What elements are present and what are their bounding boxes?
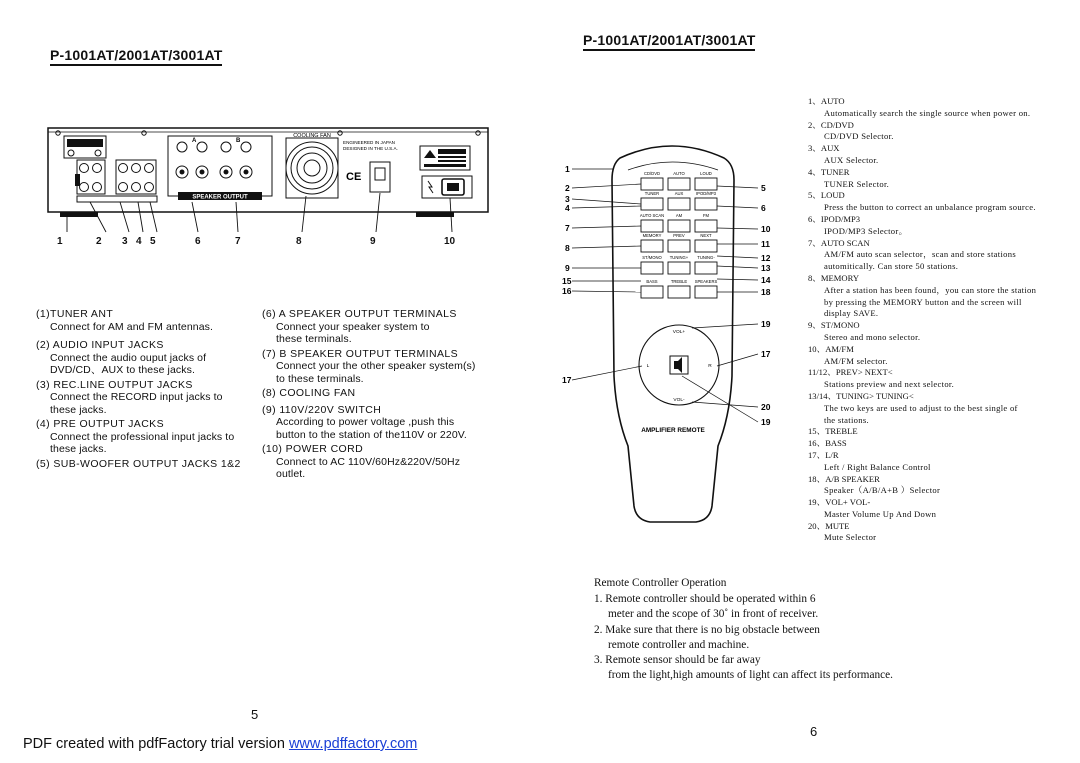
spec-item <box>262 443 487 481</box>
remote-operation-line: 1. Remote controller should be operated within 6 <box>594 593 816 606</box>
function-heading: 9、ST/MONO <box>808 320 860 331</box>
function-heading: 4、TUNER <box>808 166 850 177</box>
terminal-a-label: A <box>192 138 197 144</box>
callout-9: 9 <box>370 236 376 247</box>
btn-label-speakers: SPEAKERS <box>694 279 718 284</box>
spec-item <box>36 418 251 456</box>
spec-heading: (8) COOLING FAN <box>262 387 356 399</box>
function-item <box>808 474 1076 498</box>
function-heading: 20、MUTE <box>808 520 850 531</box>
spec-heading: (6) A SPEAKER OUTPUT TERMINALS <box>262 308 457 320</box>
remote-callout-7: 7 <box>565 223 570 233</box>
function-item <box>808 497 1076 521</box>
function-heading: 19、VOL+ VOL- <box>808 497 871 508</box>
remote-operation-title: Remote Controller Operation <box>594 577 727 589</box>
footer-text: PDF created with pdfFactory trial version <box>23 736 289 752</box>
remote-callout-19-bottom: 19 <box>761 417 771 427</box>
remote-callout-5: 5 <box>761 183 766 193</box>
remote-callout-17-right: 17 <box>761 349 771 359</box>
callout-10: 10 <box>444 236 456 247</box>
remote-callout-19-top: 19 <box>761 319 771 329</box>
spec-item <box>36 379 251 417</box>
callout-4: 4 <box>136 236 142 247</box>
function-heading: 1、AUTO <box>808 96 845 106</box>
function-heading: 13/14、TUNING> TUNING< <box>808 390 914 401</box>
function-heading: 3、AUX <box>808 143 840 154</box>
spec-item <box>36 339 251 377</box>
remote-function-list <box>808 96 1076 544</box>
function-item <box>808 238 1076 273</box>
function-description: automitically. Can store 50 stations. <box>824 261 959 272</box>
remote-callout-1: 1 <box>565 164 570 174</box>
function-item <box>808 273 1076 320</box>
spec-description: Connect the RECORD input jacks to these jacks. <box>50 391 223 416</box>
btn-label-tuning-down: TUNING- <box>697 255 715 260</box>
remote-callout-11: 11 <box>761 239 770 249</box>
spec-description: Connect to AC 110V/60Hz&220V/50Hz outlet. <box>276 455 461 480</box>
callout-5: 5 <box>150 236 156 247</box>
function-item <box>808 96 1076 120</box>
function-item <box>808 438 1076 450</box>
function-item <box>808 391 1076 426</box>
btn-label-tuner: TUNER <box>644 191 660 196</box>
specs-right-column <box>262 308 487 483</box>
remote-callout-13: 13 <box>761 263 771 273</box>
spec-item <box>262 404 487 442</box>
function-description: Stereo and mono selector. <box>824 331 921 342</box>
page-number-left: 5 <box>251 707 259 722</box>
function-item <box>808 344 1076 368</box>
vol-down-label: VOL- <box>673 398 685 403</box>
remote-callout-18: 18 <box>761 287 771 297</box>
function-heading: 16、BASS <box>808 438 847 449</box>
function-description: AUX Selector. <box>824 154 879 165</box>
remote-callout-8: 8 <box>565 243 570 253</box>
callout-3: 3 <box>122 236 128 247</box>
function-item <box>808 214 1076 238</box>
right-label: R <box>708 364 712 369</box>
spec-description: Connect the professional input jacks to these jacks. <box>50 430 235 455</box>
remote-callout-6: 6 <box>761 203 766 213</box>
remote-callout-14: 14 <box>761 275 771 285</box>
callout-2: 2 <box>96 236 102 247</box>
remote-callout-20: 20 <box>761 402 771 412</box>
remote-callout-10: 10 <box>761 224 771 234</box>
remote-callout-15: 15 <box>562 276 572 286</box>
rear-panel-diagram <box>40 120 490 235</box>
remote-operation-line: from the light,high amounts of light can affect its performance. <box>608 669 893 682</box>
callout-8: 8 <box>296 236 302 247</box>
function-description: CD/DVD Selector. <box>824 131 894 142</box>
remote-operation-line: 2. Make sure that there is no big obstacle between <box>594 623 820 636</box>
function-item <box>808 450 1076 474</box>
terminal-b-label: B <box>236 138 241 144</box>
remote-callout-9: 9 <box>565 263 570 273</box>
right-page-title: P-1001AT/2001AT/3001AT <box>583 32 756 48</box>
function-heading: 2、CD/DVD <box>808 119 854 130</box>
remote-callout-12: 12 <box>761 253 771 263</box>
function-item <box>808 320 1076 344</box>
function-description: Stations preview and next selector. <box>824 379 955 390</box>
spec-description: Connect your speaker system to these terminals. <box>276 320 430 345</box>
function-item <box>808 367 1076 391</box>
pdffactory-link[interactable]: www.pdffactory.com <box>288 736 418 752</box>
function-description: Mute Selector <box>824 532 877 543</box>
function-heading: 17、L/R <box>808 449 839 460</box>
spec-heading: (2) AUDIO INPUT JACKS <box>36 339 164 351</box>
left-label: L <box>646 364 650 369</box>
spec-description: Connect for AM and FM antennas. <box>50 320 214 333</box>
spec-item <box>262 308 487 346</box>
function-description: IPOD/MP3 Selector。 <box>824 225 908 236</box>
function-heading: 15、TREBLE <box>808 426 858 437</box>
btn-label-aux: AUX <box>674 191 684 196</box>
remote-operation-line: 3. Remote sensor should be far away <box>594 654 761 667</box>
remote-brand-label: AMPLIFIER REMOTE <box>641 427 705 434</box>
btn-label-memory: MEMORY <box>642 233 662 238</box>
specs-left-column <box>36 308 251 472</box>
speaker-output-label: SPEAKER OUTPUT <box>192 194 248 201</box>
btn-label-next: NEXT <box>700 233 712 238</box>
ce-mark: CE <box>346 171 362 183</box>
function-heading: 11/12、PREV> NEXT< <box>808 367 893 378</box>
function-heading: 18、A/B SPEAKER <box>808 473 880 484</box>
cooling-fan-label: COOLING FAN <box>293 133 331 139</box>
spec-heading: (10) POWER CORD <box>262 443 364 455</box>
spec-heading: (3) REC.LINE OUTPUT JACKS <box>36 378 193 391</box>
spec-heading: (5) SUB-WOOFER OUTPUT JACKS 1&2 <box>36 457 241 470</box>
spec-item <box>262 348 487 386</box>
function-description: Press the button to correct an unbalance program source. <box>824 202 1036 213</box>
function-description: Master Volume Up And Down <box>824 508 937 519</box>
left-page-title: P-1001AT/2001AT/3001AT <box>50 47 223 63</box>
spec-item <box>262 387 487 400</box>
pdf-footer <box>23 736 417 752</box>
function-description: Left / Right Balance Control <box>824 461 931 472</box>
btn-label-auto: AUTO <box>673 171 685 176</box>
spec-description: According to power voltage ,push this button to the station of the110V or 220V. <box>276 416 467 441</box>
remote-callout-16: 16 <box>562 286 572 296</box>
btn-label-am: AM <box>675 213 683 218</box>
engineered-text-2: DESIGNED IN THE U.S.A. <box>343 146 398 151</box>
rear-panel-callouts <box>50 236 480 250</box>
function-item <box>808 521 1076 545</box>
engineered-text-1: ENGINEERED IN JAPAN <box>343 140 395 145</box>
remote-operation-line: remote controller and machine. <box>608 638 750 651</box>
function-description: the stations. <box>824 414 869 425</box>
page-number-right: 6 <box>810 724 818 739</box>
spec-heading: (4) PRE OUTPUT JACKS <box>36 418 164 430</box>
spec-description: Connect your the other speaker system(s) to these terminals. <box>276 360 476 385</box>
spec-heading: (7) B SPEAKER OUTPUT TERMINALS <box>262 347 458 360</box>
spec-item <box>36 308 251 333</box>
remote-operation-section <box>594 576 954 683</box>
function-description: Automatically search the single source when power on. <box>824 107 1031 118</box>
function-item <box>808 426 1076 438</box>
callout-1: 1 <box>57 236 63 247</box>
btn-label-ipod: IPOD/MP3 <box>695 191 717 196</box>
spec-heading: (9) 110V/220V SWITCH <box>262 403 382 416</box>
btn-label-loud: LOUD <box>700 171 712 176</box>
function-item <box>808 167 1076 191</box>
remote-callout-4: 4 <box>565 203 570 213</box>
btn-label-tuning-up: TUNING+ <box>669 255 689 260</box>
remote-callout-17-left: 17 <box>562 375 572 385</box>
btn-label-st-mono: ST/MONO <box>642 255 662 260</box>
function-heading: 10、AM/FM <box>808 343 854 354</box>
function-item <box>808 120 1076 144</box>
btn-label-auto-scan: AUTO SCAN <box>639 213 665 218</box>
function-description: After a station has been found，you can store the station <box>824 284 1037 295</box>
function-description: AM/FM auto scan selector，scan and store stations <box>824 249 1016 260</box>
function-description: Speaker（A/B/A+B ）Selector <box>824 485 941 496</box>
remote-control-diagram <box>562 136 787 536</box>
spec-heading: (1)TUNER ANT <box>36 308 114 320</box>
function-heading: 8、MEMORY <box>808 272 860 283</box>
remote-operation-line: meter and the scope of 30˚ in front of receiver. <box>608 608 819 621</box>
function-description: AM/FM selector. <box>824 355 888 366</box>
function-description: The two keys are used to adjust to the best single of <box>824 402 1018 413</box>
btn-label-cd-dvd: CD/DVD <box>643 171 661 176</box>
vol-up-label: VOL+ <box>672 330 686 335</box>
callout-6: 6 <box>195 236 201 247</box>
function-heading: 5、LOUD <box>808 190 845 201</box>
btn-label-treble: TREBLE <box>670 279 688 284</box>
remote-callout-2: 2 <box>565 183 570 193</box>
btn-label-fm: FM <box>702 213 710 218</box>
function-description: TUNER Selector. <box>824 178 890 189</box>
callout-7: 7 <box>235 236 241 247</box>
btn-label-bass: BASS <box>646 279 658 284</box>
function-item <box>808 190 1076 214</box>
function-item <box>808 143 1076 167</box>
function-heading: 7、AUTO SCAN <box>808 237 870 248</box>
btn-label-prev: PREV <box>673 233 685 238</box>
function-description: display SAVE. <box>824 308 879 319</box>
spec-description: Connect the audio ouput jacks of DVD/CD、AUX to these jacks. <box>50 351 207 376</box>
function-heading: 6、IPOD/MP3 <box>808 213 861 224</box>
spec-item <box>36 458 251 471</box>
remote-callout-3: 3 <box>565 194 570 204</box>
function-description: by pressing the MEMORY button and the screen will <box>824 296 1022 307</box>
